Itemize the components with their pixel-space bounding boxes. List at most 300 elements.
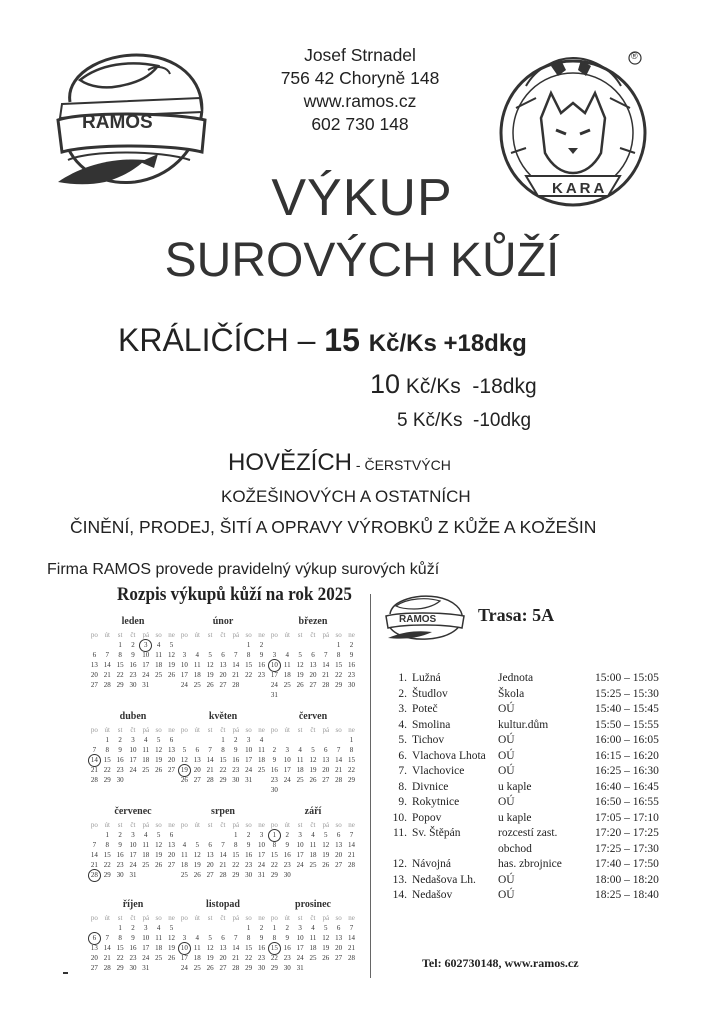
calendar-day: 2: [131, 641, 135, 649]
calendar-day-circled: 10: [178, 943, 191, 953]
route-row: [385, 780, 675, 796]
calendar-day: 25: [309, 861, 317, 869]
route-row: [385, 842, 675, 858]
calendar-day: 4: [311, 831, 315, 839]
calendar-day: 20: [193, 766, 201, 774]
day-name: so: [155, 726, 162, 734]
price-2-rest: Kč/Ks -18dkg: [405, 375, 537, 398]
stop-place: u kaple: [498, 811, 532, 824]
calendar-day: 31: [129, 871, 137, 879]
firma-line: Firma RAMOS provede pravidelný výkup surových kůží: [47, 561, 440, 578]
calendar-day: 19: [206, 954, 214, 962]
stop-time: 18:00 – 18:20: [595, 873, 659, 886]
calendar-day: 10: [129, 746, 137, 754]
calendar-day: 3: [298, 924, 302, 932]
stop-time: 16:00 – 16:05: [595, 734, 659, 746]
calendar-day: 25: [193, 964, 201, 972]
calendar-day: 14: [103, 944, 111, 952]
calendar-day: 3: [298, 831, 302, 839]
day-name: út: [284, 631, 290, 639]
price-2-value: 10: [370, 369, 401, 399]
calendar-day: 25: [283, 681, 291, 689]
calendar-day: 30: [116, 871, 124, 879]
calendar-day: 19: [322, 944, 330, 952]
calendar-day: 5: [298, 651, 302, 659]
day-name: st: [207, 914, 213, 922]
calendar-day: 6: [195, 746, 200, 754]
calendar-day: 26: [155, 766, 163, 774]
calendar-day: 28: [348, 861, 356, 869]
stop-place: OÚ: [498, 749, 515, 762]
calendar-day: 8: [246, 934, 251, 942]
day-name: so: [335, 726, 342, 734]
day-name: st: [117, 631, 123, 639]
calendar-day: 22: [270, 954, 278, 962]
calendar-day: 8: [272, 841, 277, 849]
day-name: út: [104, 631, 110, 639]
stop-time: 15:50 – 15:55: [595, 718, 659, 731]
calendar-month: [178, 806, 268, 880]
calendar-day: 12: [168, 651, 176, 659]
calendar-day: 24: [296, 954, 304, 962]
calendar-day: 21: [232, 954, 240, 962]
calendar-day: 15: [348, 756, 356, 764]
calendar-day: 12: [193, 851, 201, 859]
calendar-day: 30: [129, 681, 137, 689]
calendar-month: [88, 616, 178, 690]
calendar-day: 8: [105, 841, 110, 849]
calendar-day: 7: [234, 651, 238, 659]
day-name: pá: [322, 726, 330, 734]
calendar-day: 12: [168, 934, 176, 942]
calendar-day: 12: [206, 661, 214, 669]
day-name: po: [90, 821, 98, 829]
calendar-day: 1: [246, 641, 251, 649]
day-name: st: [207, 821, 213, 829]
calendar-day: 5: [324, 831, 328, 839]
calendar-day: 4: [195, 934, 200, 942]
calendar-day: 18: [296, 766, 304, 774]
stop-village: Rokytnice: [412, 796, 460, 808]
stop-village: Divnice: [412, 780, 449, 793]
stop-place: rozcestí zast.: [498, 827, 558, 839]
calendar-day: 16: [283, 944, 291, 952]
calendar-day: 16: [129, 944, 137, 952]
day-name: so: [155, 821, 162, 829]
stop-place: Jednota: [498, 672, 534, 684]
month-name: červenec: [114, 806, 152, 817]
day-name: čt: [220, 726, 226, 734]
calendar-day: 28: [232, 964, 240, 972]
calendar-day: 5: [182, 746, 187, 754]
calendar-day: 19: [322, 851, 330, 859]
calendar-day: 8: [105, 746, 110, 754]
day-name: ne: [258, 631, 265, 639]
stop-number: 11.: [393, 827, 407, 839]
calendar-day: 19: [309, 766, 317, 774]
calendar-day: 17: [129, 851, 137, 859]
calendar-day: 28: [206, 776, 214, 784]
calendar-day: 3: [246, 736, 251, 744]
stop-place: obchod: [498, 842, 532, 855]
stop-village: Študlov: [412, 687, 448, 700]
calendar-day: 4: [311, 924, 315, 932]
day-name: st: [297, 914, 303, 922]
calendar-day: 16: [270, 766, 278, 774]
calendar-day: 1: [221, 736, 225, 744]
day-name: po: [90, 726, 98, 734]
calendar-day: 3: [285, 746, 290, 754]
calendar-day: 24: [258, 861, 266, 869]
day-name: ne: [168, 726, 175, 734]
route-table: [385, 671, 675, 904]
day-name: st: [297, 726, 303, 734]
route-logo: [382, 592, 468, 642]
calendar-day: 2: [118, 831, 122, 839]
day-name: čt: [220, 821, 226, 829]
calendar-day: 17: [180, 954, 188, 962]
calendar-day: 20: [168, 756, 176, 764]
calendar-day: 12: [322, 841, 330, 849]
calendar-month: [178, 711, 268, 785]
day-name: so: [245, 821, 252, 829]
calendar-day: 1: [246, 924, 251, 932]
calendar-day: 14: [206, 756, 214, 764]
calendar-day: 13: [90, 944, 98, 952]
stop-village: Tichov: [412, 734, 445, 746]
day-name: st: [297, 821, 303, 829]
calendar-day: 18: [155, 661, 163, 669]
calendar-month: [268, 806, 358, 880]
calendar-day: 23: [283, 861, 291, 869]
calendar-day: 2: [349, 641, 354, 649]
calendar-day: 24: [180, 681, 188, 689]
calendar-day: 3: [182, 934, 187, 942]
day-name: ne: [258, 726, 265, 734]
calendar-day: 18: [155, 944, 163, 952]
calendar-day: 13: [168, 841, 176, 849]
route-row: [385, 764, 675, 780]
stop-number: 10.: [392, 811, 407, 824]
calendar-day: 12: [155, 746, 163, 754]
contact-phone: 602 730 148: [311, 114, 409, 134]
calendar-day: 22: [245, 671, 253, 679]
month-name: březen: [298, 616, 328, 627]
price-label: KRÁLIČÍCH –: [118, 322, 316, 358]
calendar-day: 25: [155, 671, 163, 679]
day-name: pá: [142, 821, 150, 829]
calendar-day: 4: [195, 651, 200, 659]
calendar-month: [268, 616, 358, 700]
day-name: út: [284, 821, 290, 829]
calendar-day: 11: [181, 851, 188, 859]
calendar-day: 13: [168, 746, 176, 754]
calendar-day: 14: [90, 851, 98, 859]
calendar-day: 14: [335, 756, 343, 764]
day-name: pá: [322, 914, 330, 922]
calendar-day: 24: [180, 964, 188, 972]
calendar-day: 2: [234, 736, 238, 744]
calendar-day: 27: [168, 861, 176, 869]
day-name: po: [270, 914, 278, 922]
day-name: pá: [232, 914, 240, 922]
calendar-day: 26: [322, 954, 330, 962]
stop-place: u kaple: [498, 780, 532, 793]
day-name: út: [194, 631, 200, 639]
calendar-day: 29: [270, 871, 278, 879]
calendar-day: 18: [283, 671, 291, 679]
calendar-day: 18: [258, 756, 266, 764]
stop-number: 6.: [398, 749, 407, 762]
contact-web: www.ramos.cz: [303, 91, 417, 111]
calendar-day: 28: [335, 776, 343, 784]
route-row: [385, 671, 675, 687]
calendar-day: 3: [131, 831, 135, 839]
day-name: ne: [258, 914, 265, 922]
calendar-day: 7: [105, 934, 110, 942]
day-name: pá: [232, 821, 240, 829]
calendar-day: 21: [348, 944, 356, 952]
day-name: čt: [220, 631, 226, 639]
calendar-day: 9: [234, 746, 238, 754]
calendar-day: 17: [283, 766, 291, 774]
calendar-day: 25: [193, 681, 201, 689]
calendar-day: 6: [169, 831, 174, 839]
calendar-day: 29: [245, 964, 253, 972]
day-name: po: [90, 631, 98, 639]
calendar-day: 15: [232, 851, 240, 859]
route-row: [385, 795, 675, 811]
calendar-day: 16: [258, 661, 266, 669]
day-name: so: [245, 726, 252, 734]
calendar-day: 3: [131, 736, 135, 744]
calendar-day: 29: [232, 871, 240, 879]
calendar-day: 11: [142, 746, 150, 754]
calendar-day: 9: [259, 934, 264, 942]
calendar-day: 27: [335, 954, 343, 962]
month-name: říjen: [122, 899, 144, 910]
day-name: ne: [348, 726, 355, 734]
calendar-day: 8: [221, 746, 225, 754]
price-line-3: 5 Kč/Ks -10dkg: [397, 410, 532, 431]
day-name: ne: [348, 631, 355, 639]
calendar-day: 27: [90, 964, 98, 972]
route-row: [385, 702, 675, 718]
calendar-day: 8: [336, 651, 341, 659]
calendar-day: 24: [142, 954, 150, 962]
calendar-day: 21: [348, 851, 356, 859]
route-row: [385, 733, 675, 749]
calendar-day: 5: [195, 841, 200, 849]
calendar-day: 23: [270, 776, 278, 784]
day-name: pá: [322, 631, 330, 639]
calendar-day: 28: [90, 776, 98, 784]
calendar-day: 13: [335, 934, 343, 942]
calendar-day: 25: [258, 766, 266, 774]
hovezi-suffix: - ČERSTVÝCH: [352, 457, 451, 473]
dash-mark: [63, 972, 68, 974]
calendar-day: 12: [155, 841, 163, 849]
calendar-day: 19: [155, 756, 163, 764]
calendar-day: 26: [193, 871, 201, 879]
day-name: so: [245, 631, 252, 639]
day-name: po: [270, 726, 278, 734]
stop-time: 17:40 – 17:50: [595, 858, 659, 870]
calendar-day: 9: [349, 651, 354, 659]
day-name: st: [297, 631, 303, 639]
stop-number: 5.: [398, 734, 407, 746]
calendar-day: 31: [142, 964, 150, 972]
stop-time: 17:25 – 17:30: [595, 842, 659, 855]
day-name: po: [90, 914, 98, 922]
calendar-day: 10: [142, 934, 150, 942]
calendar-month: [178, 616, 268, 690]
calendar-day: 2: [285, 831, 290, 839]
day-name: ne: [348, 914, 355, 922]
calendar-day: 26: [168, 671, 176, 679]
route-row: [385, 749, 675, 765]
month-name: prosinec: [295, 899, 331, 910]
calendar-day: 23: [129, 954, 137, 962]
heading-line2: SUROVÝCH KŮŽÍ: [164, 234, 560, 287]
calendar-day: 12: [309, 756, 317, 764]
calendar-day: 2: [131, 924, 135, 932]
calendar-day: 6: [92, 651, 97, 659]
route-title: Trasa: 5A: [478, 605, 555, 625]
calendar-day: 12: [296, 661, 304, 669]
day-name: so: [335, 821, 342, 829]
calendar-day: 13: [219, 661, 227, 669]
calendar-day: 18: [142, 851, 150, 859]
day-name: pá: [142, 631, 150, 639]
calendar-day: 27: [335, 861, 343, 869]
calendar-day: 24: [129, 861, 137, 869]
calendar-day: 5: [156, 831, 161, 839]
calendar-day: 19: [168, 661, 176, 669]
calendar-day: 14: [219, 851, 227, 859]
calendar-day: 28: [322, 681, 330, 689]
day-name: út: [284, 914, 290, 922]
calendar-day: 12: [206, 944, 214, 952]
day-name: ne: [168, 821, 175, 829]
calendar-day: 10: [258, 841, 266, 849]
stop-time: 18:25 – 18:40: [595, 889, 659, 901]
day-name: čt: [310, 631, 316, 639]
cineni-line: ČINĚNÍ, PRODEJ, ŠITÍ A OPRAVY VÝROBKŮ Z KŮŽE A KOŽEŠIN: [70, 517, 597, 537]
calendar-day: 22: [219, 766, 227, 774]
stop-village: Vlachova Lhota: [412, 749, 486, 762]
calendar-day: 26: [168, 954, 176, 962]
calendar-day: 26: [309, 776, 317, 784]
calendar-day: 4: [156, 641, 161, 649]
calendar-day: 15: [245, 944, 253, 952]
calendar-title: Rozpis výkupů kůží na rok 2025: [117, 584, 352, 605]
calendar-day: 10: [296, 841, 304, 849]
calendar-day: 15: [103, 851, 111, 859]
calendar-day: 27: [193, 776, 201, 784]
calendar-day: 6: [336, 831, 341, 839]
calendar-day: 19: [155, 851, 163, 859]
stop-village: Nedašov: [412, 889, 453, 901]
calendar-day: 20: [219, 671, 227, 679]
calendar-day: 11: [142, 841, 150, 849]
month-name: srpen: [211, 806, 235, 817]
calendar-day: 19: [168, 944, 176, 952]
calendar-day: 5: [311, 746, 315, 754]
calendar-day: 6: [336, 924, 341, 932]
day-name: so: [335, 631, 342, 639]
calendar-day: 20: [219, 954, 227, 962]
calendar-day: 25: [155, 954, 163, 962]
stop-place: OÚ: [498, 703, 515, 715]
day-name: čt: [310, 726, 316, 734]
calendar-day: 18: [309, 851, 317, 859]
calendar-day: 31: [270, 691, 278, 699]
route-row: [385, 718, 675, 734]
calendar-day: 4: [182, 841, 187, 849]
day-name: st: [117, 726, 123, 734]
day-name: ne: [168, 914, 175, 922]
calendar-day: 30: [283, 871, 291, 879]
calendar-day: 31: [296, 964, 304, 972]
stop-place: Škola: [498, 687, 525, 700]
contact-block: [240, 44, 480, 136]
calendar-day-circled: 3: [139, 640, 152, 650]
calendar-day: 18: [142, 756, 150, 764]
day-name: st: [117, 821, 123, 829]
calendar-day: 7: [336, 746, 341, 754]
stop-time: 16:40 – 16:45: [595, 780, 659, 793]
calendar-day: 24: [245, 766, 253, 774]
calendar-day: 25: [309, 954, 317, 962]
stop-village: Lužná: [412, 672, 441, 684]
route-tel: Tel: 602730148, www.ramos.cz: [422, 956, 579, 970]
calendar-day: 7: [105, 651, 110, 659]
month-name: duben: [119, 711, 147, 722]
calendar-day: 14: [322, 661, 330, 669]
calendar-day: 15: [335, 661, 343, 669]
price-line-1: [118, 322, 527, 359]
day-name: čt: [310, 914, 316, 922]
calendar-day: 15: [219, 756, 227, 764]
calendar-day: 15: [103, 756, 111, 764]
day-name: út: [194, 821, 200, 829]
calendar-day: 30: [245, 871, 253, 879]
calendar-day: 29: [103, 871, 111, 879]
day-name: so: [245, 914, 252, 922]
calendar-day: 3: [272, 651, 277, 659]
calendar-day-circled: 14: [88, 755, 101, 765]
month-name: leden: [121, 616, 145, 627]
calendar-day: 28: [232, 681, 240, 689]
calendar-day: 22: [116, 954, 124, 962]
stop-time: 17:20 – 17:25: [595, 827, 659, 839]
day-name: po: [180, 631, 188, 639]
calendar-day: 28: [348, 954, 356, 962]
calendar-day: 16: [129, 661, 137, 669]
calendar-day: 27: [219, 964, 227, 972]
calendar-day: 30: [283, 964, 291, 972]
calendar-day: 17: [270, 671, 278, 679]
stop-village: Poteč: [412, 703, 438, 715]
calendar-day: 15: [116, 661, 124, 669]
calendar-day: 7: [324, 651, 328, 659]
calendar-day: 31: [245, 776, 253, 784]
calendar-day: 7: [208, 746, 212, 754]
stop-time: 17:05 – 17:10: [595, 811, 659, 824]
calendar-day: 15: [245, 661, 253, 669]
calendar-day: 13: [219, 944, 227, 952]
